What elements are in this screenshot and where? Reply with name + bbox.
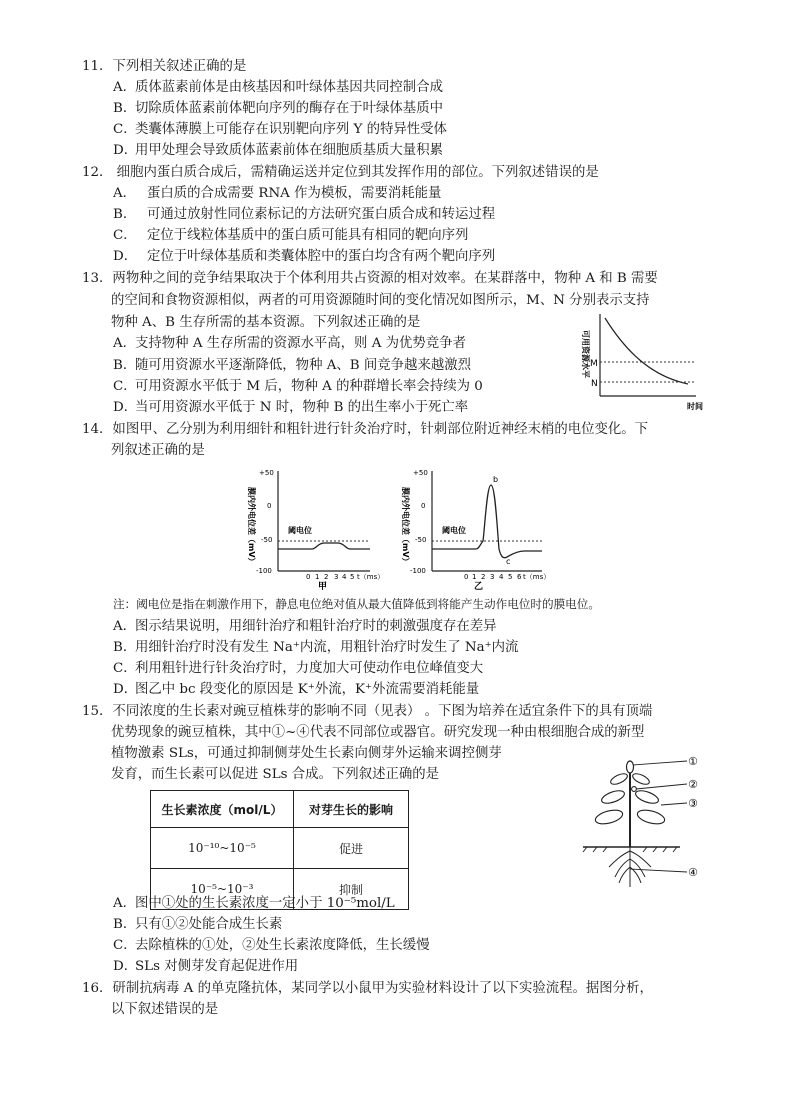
q14-a-xticks [306,573,354,581]
q12-option-d: D． 定位于叶绿体基质和类囊体腔中的蛋白均含有两个靶向序列 [113,249,496,264]
q14-b-xtick: 2 [481,573,486,581]
q14-b-xtick: 1 [472,573,477,581]
apical-bud [627,761,634,773]
q13-stem-line-1: 13．两物种之间的竞争结果取决于个体利用共占资源的相对效率。在某群落中，物种 A 和 B 需要 [82,271,658,286]
q14-a-threshold-label: 阈电位 [288,526,312,535]
q14-a-xtick: 1 [315,573,320,581]
q14-b-xtick: 6 [517,573,522,581]
q13-graph-ylabel: 可用资源水平 [581,330,590,378]
q14-b-ytick: +50 [413,469,428,477]
q14-b-trough-label: c [506,557,511,566]
q14-note: 注：阈电位是指在刺激作用下，静息电位绝对值从最大值降低到将能产生动作电位时的膜电位。 [113,597,600,611]
q14-a-xtick: 3 [334,573,339,581]
q11-option-d: D．用甲处理会导致质体蓝素前体在细胞质基质大量积累 [113,143,443,158]
q13-resource-graph [570,310,720,416]
q15-stem-line-4: 发育，而生长素可以促进 SLs 合成。下列叙述正确的是 [111,767,440,782]
q14-option-a: A．图示结果说明，用细针治疗和粗针治疗时的刺激强度存在差异 [113,619,497,634]
q15-stem-line-1: 15．不同浓度的生长素对豌豆植株芽的影响不同（见表） 。下图为培养在适宜条件下的具有顶端 [82,704,653,719]
plant-label-2: ② [688,778,698,791]
q13-option-d: D．当可用资源水平低于 N 时，物种 B 的出生率小于死亡率 [113,400,469,415]
q14-a-xtick: 5 [350,573,355,581]
q13-n-label: N [591,379,598,389]
q13-option-b: B．随可用资源水平逐渐降低，物种 A、B 间竞争越来越激烈 [113,358,472,373]
q13-graph-xlabel: 时间 [687,402,703,411]
q16-stem-line-1: 16．研制抗病毒 A 的单克隆抗体，某同学以小鼠甲为实验材料设计了以下实验流程。据图分析， [82,981,653,996]
q15-stem-line-2: 优势现象的豌豆植株，其中①~④代表不同部位或器官。研究发现一种由根细胞合成的新型 [111,725,645,740]
q14-b-xtick: 3 [490,573,495,581]
q13-m-label: M [590,359,598,369]
q14-a-ytick: +50 [259,469,274,477]
q14-a-xtick: 4 [342,573,347,581]
q15-table-header-conc: 生长素浓度（mol/L） [151,791,294,828]
q15-option-a: A．图中①处的生长素浓度一定小于 10⁻⁵mol/L [113,896,395,911]
q16-stem-line-2: 以下叙述错误的是 [111,1002,219,1017]
q14-a-xtick: 0 [306,573,311,581]
q14-b-ytick: -100 [410,567,426,575]
q14-b-xtick: 5 [508,573,513,581]
q15-pea-plant-figure [575,755,715,890]
q14-graph-a [238,465,388,590]
q11-option-c: C．类囊体薄膜上可能存在识别靶向序列 Y 的特异性受体 [113,122,447,137]
q14-b-caption: 乙 [474,582,484,590]
q13-stem-line-2: 的空间和食物资源相似，两者的可用资源随时间的变化情况如图所示，M、N 分别表示支持 [111,293,650,308]
q15-table-effect: 抑制 [294,869,409,910]
q14-a-ytick: -50 [261,536,273,544]
q13-option-a: A．支持物种 A 生存所需的资源水平高，则 A 为优势竞争者 [113,336,466,351]
q15-stem-line-3: 植物激素 SLs，可通过抑制侧芽处生长素向侧芽外运输来调控侧芽 [111,746,502,761]
q14-option-d: D．图乙中 bc 段变化的原因是 K⁺外流，K⁺外流需要消耗能量 [113,682,480,697]
q14-a-caption: 甲 [318,582,328,590]
q14-stem-line-2: 列叙述正确的是 [111,443,205,458]
q14-a-potential-curve [278,543,370,549]
q14-b-xtick: 4 [499,573,504,581]
q11-option-a: A．质体蓝素前体是由核基因和叶绿体基因共同控制合成 [113,80,443,95]
q14-b-ytick: -50 [415,536,427,544]
q13-option-c: C．可用资源水平低于 M 后，物种 A 的种群增长率会持续为 0 [113,379,483,394]
q13-resource-curve [605,318,688,384]
q14-a-ylabel: 膜内外电位差（mV） [247,487,256,566]
q14-graph-b [392,465,552,590]
q11-option-b: B．切除质体蓝素前体靶向序列的酶存在于叶绿体基质中 [113,101,443,116]
q14-b-ytick: 0 [421,502,426,510]
q14-option-b: B．用细针治疗时没有发生 Na⁺内流，用粗针治疗时发生了 Na⁺内流 [113,640,519,655]
q14-a-xtick: 2 [324,573,329,581]
q14-b-ylabel: 膜内外电位差（mV） [401,487,410,566]
q14-option-c: C．利用粗针进行针灸治疗时，力度加大可使动作电位峰值变大 [113,661,484,676]
table-row [151,828,409,869]
q14-b-threshold-label: 阈电位 [442,526,466,535]
q15-table-header-effect: 对芽生长的影响 [294,791,409,828]
q14-b-xunit: t（ms） [523,573,551,581]
q15-table-conc: 10⁻¹⁰~10⁻⁵ [151,828,294,869]
q14-b-peak-label: b [493,475,499,484]
q12-option-c: C． 定位于线粒体基质中的蛋白质可能具有相同的靶向序列 [113,228,469,243]
plant-label-4: ④ [688,866,698,879]
q12-option-b: B． 可通过放射性同位素标记的方法研究蛋白质合成和转运过程 [113,207,496,222]
q14-b-xticks [464,573,522,581]
plant-label-3: ③ [688,797,698,810]
q15-table-conc: 10⁻⁵~10⁻³ [151,869,294,910]
q12-option-a: A． 蛋白质的合成需要 RNA 作为模板，需要消耗能量 [113,186,442,201]
q14-a-ytick: 0 [267,502,272,510]
q14-b-potential-curve [432,485,542,558]
plant-roots [609,847,651,887]
plant-part-labels [688,755,698,879]
q15-auxin-table [150,790,409,910]
q14-a-ytick: -100 [256,567,272,575]
q13-stem-line-3: 物种 A、B 生存所需的基本资源。下列叙述正确的是 [111,315,421,330]
q14-stem-line-1: 14．如图甲、乙分别为利用细针和粗针进行针灸治疗时，针刺部位附近神经末梢的电位变化。下 [82,422,649,437]
lateral-bud [632,787,637,792]
q15-option-d: D．SLs 对侧芽发育起促进作用 [113,959,299,974]
q15-table-header-row [151,791,409,828]
q11-stem: 11．下列相关叙述正确的是 [82,59,247,74]
q15-table-effect: 促进 [294,828,409,869]
q15-option-b: B．只有①②处能合成生长素 [113,917,283,932]
q14-b-xtick: 0 [464,573,469,581]
q12-stem: 12． 细胞内蛋白质合成后，需精确运送并定位到其发挥作用的部位。下列叙述错误的是 [82,165,599,180]
q14-a-xunit: t（ms） [357,573,385,581]
q15-option-c: C．去除植株的①处，②处生长素浓度降低，生长缓慢 [113,938,430,953]
plant-label-1: ① [688,755,698,768]
